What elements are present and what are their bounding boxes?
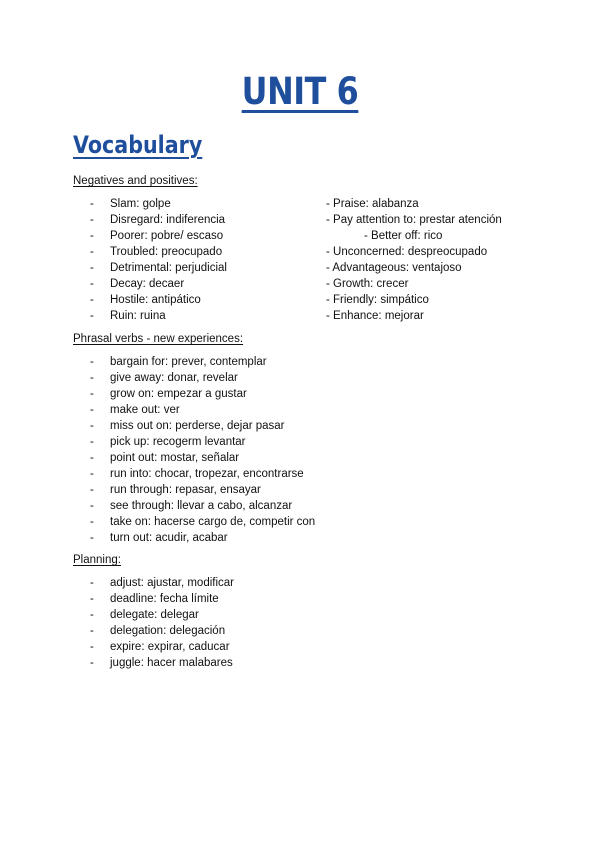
list-item: - pick up: recogerm levantar [90,436,246,448]
list-item: - delegation: delegación [90,625,226,637]
list-item: - turn out: acudir, acabar [90,532,228,544]
list-item: - Troubled: preocupado [90,246,223,258]
list-item: - delegate: delegar [90,609,199,621]
list-item: - point out: mostar, señalar [90,452,240,464]
list-item: - take on: hacerse cargo de, competir con [90,516,316,528]
list-item: - Disregard: indiferencia [90,214,226,226]
list-item: - adjust: ajustar, modificar [90,577,235,589]
list-item: - run through: repasar, ensayar [90,484,261,496]
heading-negatives-positives: Negatives and positives: [73,175,198,187]
list-item: - Growth: crecer [326,278,409,290]
list-item: - Decay: decaer [90,278,185,290]
list-item: - Enhance: mejorar [326,310,424,322]
planning-list [90,575,234,671]
list-item: - Detrimental: perjudicial [90,262,227,274]
list-item: - Advantageous: ventajoso [326,262,462,274]
list-item: - Pay attention to: prestar atención [326,214,502,226]
phrasal-verbs-list [90,354,315,546]
list-item: - Better off: rico [364,230,443,242]
page-title: UNIT 6 [241,70,359,113]
list-item: - give away: donar, revelar [90,372,238,384]
heading-phrasal-verbs: Phrasal verbs - new experiences: [73,333,244,345]
list-item: - Friendly: simpático [326,294,429,306]
list-item: - bargain for: prever, contemplar [90,356,267,368]
list-item: - run into: chocar, tropezar, encontrarse [90,468,304,480]
positives-list [326,196,502,324]
list-item: - Ruin: ruina [90,310,166,322]
list-item: - make out: ver [90,404,180,416]
list-item: - Hostile: antipático [90,294,201,306]
list-item: - Unconcerned: despreocupado [326,246,488,258]
list-item: - Poorer: pobre/ escaso [90,230,224,242]
section-title: Vocabulary [73,131,203,159]
list-item: - Slam: golpe [90,198,171,210]
list-item: - see through: llevar a cabo, alcanzar [90,500,293,512]
negatives-list [90,196,227,324]
heading-planning: Planning: [73,554,121,566]
list-item: - expire: expirar, caducar [90,641,230,653]
list-item: - miss out on: perderse, dejar pasar [90,420,285,432]
list-item: - Praise: alabanza [326,198,419,210]
list-item: - grow on: empezar a gustar [90,388,247,400]
list-item: - juggle: hacer malabares [90,657,233,669]
list-item: - deadline: fecha límite [90,593,219,605]
